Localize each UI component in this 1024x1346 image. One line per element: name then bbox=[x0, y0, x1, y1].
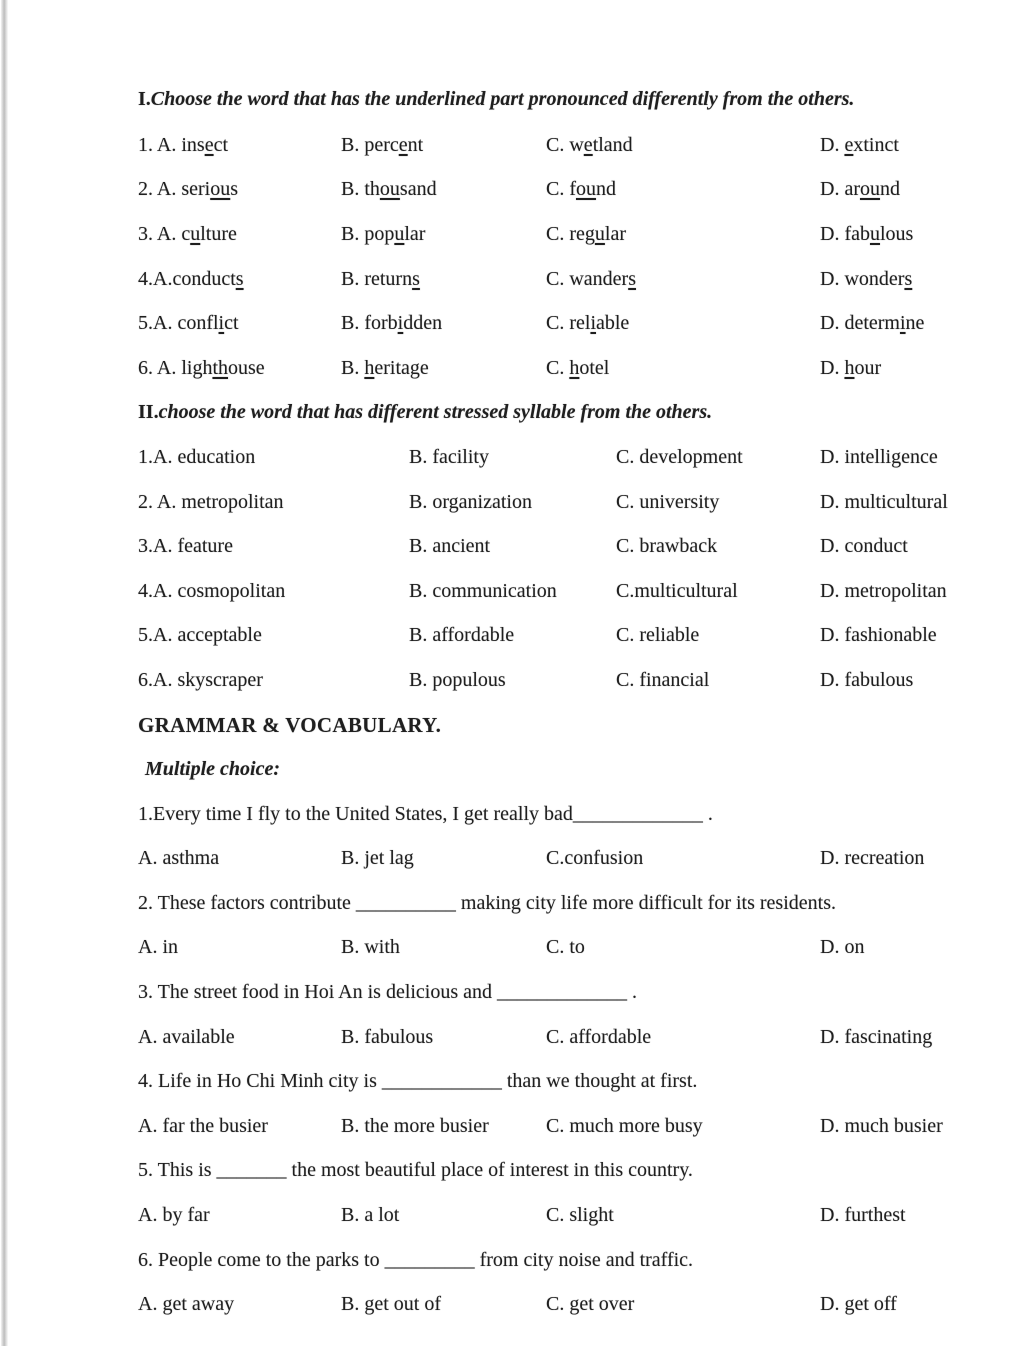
option-d: D. get off bbox=[820, 1293, 897, 1316]
underlined-letters: h bbox=[569, 356, 580, 379]
option-b: B. returns bbox=[341, 267, 420, 290]
option-b: B. the more busier bbox=[341, 1114, 489, 1137]
underlined-letters: i bbox=[590, 312, 596, 335]
option-d: D. metropolitan bbox=[820, 579, 947, 602]
option-a: A. get away bbox=[138, 1293, 235, 1316]
option-d: D. extinct bbox=[820, 133, 899, 156]
options-row bbox=[138, 212, 998, 257]
option-b: B. heritage bbox=[341, 356, 429, 379]
option-c: C.confusion bbox=[546, 847, 644, 870]
options-row bbox=[138, 569, 998, 614]
underlined-letters: e bbox=[398, 133, 408, 156]
options-row bbox=[138, 614, 998, 659]
question-text: 2. These factors contribute __________ making city life more difficult for its residents. bbox=[138, 891, 836, 914]
option-b: B. organization bbox=[409, 490, 532, 513]
grammar-questions bbox=[138, 792, 998, 1327]
option-c: C. wetland bbox=[546, 133, 633, 156]
question-text: 5. This is _______ the most beautiful place of interest in this country. bbox=[138, 1159, 693, 1182]
option-a: A. far the busier bbox=[138, 1114, 268, 1137]
option-d: D. much busier bbox=[820, 1114, 943, 1137]
section2-number: II. bbox=[138, 401, 159, 424]
option-c: C. university bbox=[616, 490, 720, 513]
options-row bbox=[138, 1282, 998, 1327]
option-d: D. around bbox=[820, 178, 900, 201]
option-d: D. conduct bbox=[820, 535, 908, 558]
options-row bbox=[138, 301, 998, 346]
option-b: B. communication bbox=[409, 579, 557, 602]
underlined-letters: i bbox=[397, 312, 404, 335]
options-row bbox=[138, 123, 998, 168]
option-c: C. much more busy bbox=[546, 1114, 703, 1137]
section1-heading bbox=[138, 84, 938, 115]
option-a: 5.A. acceptable bbox=[138, 624, 262, 647]
option-d: D. furthest bbox=[820, 1204, 906, 1227]
underlined-letters: th bbox=[212, 356, 229, 379]
multiple-choice-subheading: Multiple choice: bbox=[145, 758, 280, 781]
option-b: B. facility bbox=[409, 445, 489, 468]
options-row bbox=[138, 658, 998, 703]
underlined-letters: u bbox=[594, 222, 605, 245]
options-row bbox=[138, 168, 998, 213]
underlined-letters: u bbox=[394, 222, 405, 245]
grammar-section-heading: GRAMMAR & VOCABULARY. bbox=[138, 712, 442, 737]
option-c: C. reliable bbox=[546, 312, 630, 335]
section1-number: I. bbox=[138, 88, 151, 110]
option-a: A. available bbox=[138, 1025, 235, 1048]
option-d: D. fabulous bbox=[820, 222, 914, 245]
options-row bbox=[138, 926, 998, 971]
option-c: C. wanders bbox=[546, 267, 636, 290]
option-b: B. affordable bbox=[409, 624, 515, 647]
section2-options bbox=[138, 435, 998, 703]
question-text: 4. Life in Ho Chi Minh city is ____________ than we thought at first. bbox=[138, 1070, 698, 1093]
options-row bbox=[138, 1193, 998, 1238]
option-a: 3. A. culture bbox=[138, 222, 237, 245]
option-b: B. thousand bbox=[341, 178, 437, 201]
option-a: A. asthma bbox=[138, 847, 220, 870]
underlined-letters: s bbox=[904, 267, 913, 290]
underlined-letters: i bbox=[218, 312, 225, 335]
option-b: B. with bbox=[341, 936, 400, 959]
option-a: 6. A. lighthouse bbox=[138, 356, 265, 379]
option-d: D. hour bbox=[820, 356, 882, 379]
option-d: D. on bbox=[820, 936, 865, 959]
option-a: 1.A. education bbox=[138, 445, 256, 468]
underlined-letters: s bbox=[235, 267, 244, 290]
option-b: B. forbidden bbox=[341, 312, 443, 335]
option-b: B. ancient bbox=[409, 535, 491, 558]
option-c: C. slight bbox=[546, 1204, 614, 1227]
option-c: C. brawback bbox=[616, 535, 718, 558]
options-row bbox=[138, 480, 998, 525]
underlined-letters: i bbox=[899, 312, 906, 335]
option-b: B. percent bbox=[341, 133, 424, 156]
option-d: D. wonders bbox=[820, 267, 913, 290]
document-page bbox=[138, 84, 998, 1327]
option-d: D. fascinating bbox=[820, 1025, 933, 1048]
option-a: 2. A. metropolitan bbox=[138, 490, 284, 513]
option-b: B. popular bbox=[341, 222, 426, 245]
underlined-letters: u bbox=[190, 222, 201, 245]
option-a: 1. A. insect bbox=[138, 133, 229, 156]
options-row bbox=[138, 346, 998, 391]
option-a: 2. A. serious bbox=[138, 178, 239, 201]
option-d: D. fabulous bbox=[820, 668, 914, 691]
question-text: 6. People come to the parks to _________ from city noise and traffic. bbox=[138, 1248, 694, 1271]
section1-title: Choose the word that has the underlined part pronounced differently from the others. bbox=[150, 88, 855, 110]
underlined-letters: e bbox=[204, 133, 214, 156]
underlined-letters: ou bbox=[210, 178, 231, 201]
underlined-letters: u bbox=[869, 222, 880, 245]
option-c: C.multicultural bbox=[616, 579, 738, 602]
option-b: B. populous bbox=[409, 668, 506, 691]
option-c: C. to bbox=[546, 936, 585, 959]
question-text: 3. The street food in Hoi An is delicious and _____________ . bbox=[138, 981, 638, 1004]
options-row bbox=[138, 524, 998, 569]
underlined-letters: ou bbox=[379, 178, 400, 201]
option-b: B. jet lag bbox=[341, 847, 414, 870]
page-edge-line bbox=[1, 0, 8, 1346]
option-c: C. development bbox=[616, 445, 743, 468]
option-b: B. get out of bbox=[341, 1293, 441, 1316]
option-a: 5.A. conflict bbox=[138, 312, 239, 335]
section2-heading bbox=[138, 391, 998, 436]
option-c: C. reliable bbox=[616, 624, 700, 647]
option-c: C. hotel bbox=[546, 356, 610, 379]
option-a: A. by far bbox=[138, 1204, 210, 1227]
options-row bbox=[138, 1104, 998, 1149]
option-c: C. regular bbox=[546, 222, 626, 245]
section2-title: choose the word that has different stressed syllable from the others. bbox=[158, 401, 713, 424]
options-row bbox=[138, 257, 998, 302]
option-b: B. fabulous bbox=[341, 1025, 434, 1048]
underlined-letters: ou bbox=[576, 178, 596, 201]
underlined-letters: s bbox=[628, 267, 636, 290]
options-row bbox=[138, 837, 998, 882]
option-d: D. intelligence bbox=[820, 445, 938, 468]
option-c: C. financial bbox=[616, 668, 710, 691]
option-d: D. determine bbox=[820, 312, 925, 335]
underlined-letters: s bbox=[412, 267, 420, 290]
option-d: D. fashionable bbox=[820, 624, 937, 647]
options-row bbox=[138, 435, 998, 480]
option-a: 6.A. skyscraper bbox=[138, 668, 263, 691]
option-c: C. affordable bbox=[546, 1025, 652, 1048]
option-c: C. get over bbox=[546, 1293, 635, 1316]
option-d: D. recreation bbox=[820, 847, 925, 870]
options-row bbox=[138, 1015, 998, 1060]
option-c: C. found bbox=[546, 178, 616, 201]
option-a: 3.A. feature bbox=[138, 535, 233, 558]
option-b: B. a lot bbox=[341, 1204, 400, 1227]
question-text: 1.Every time I fly to the United States, I get really bad_____________ . bbox=[138, 802, 713, 825]
underlined-letters: e bbox=[844, 133, 854, 156]
option-a: 4.A. cosmopolitan bbox=[138, 579, 286, 602]
underlined-letters: ou bbox=[859, 178, 880, 201]
underlined-letters: h bbox=[844, 356, 855, 379]
section1-options bbox=[138, 123, 998, 391]
option-a: 4.A.conducts bbox=[138, 267, 244, 290]
option-a: A. in bbox=[138, 936, 178, 959]
underlined-letters: h bbox=[364, 356, 375, 379]
option-d: D. multicultural bbox=[820, 490, 948, 513]
underlined-letters: e bbox=[583, 133, 593, 156]
